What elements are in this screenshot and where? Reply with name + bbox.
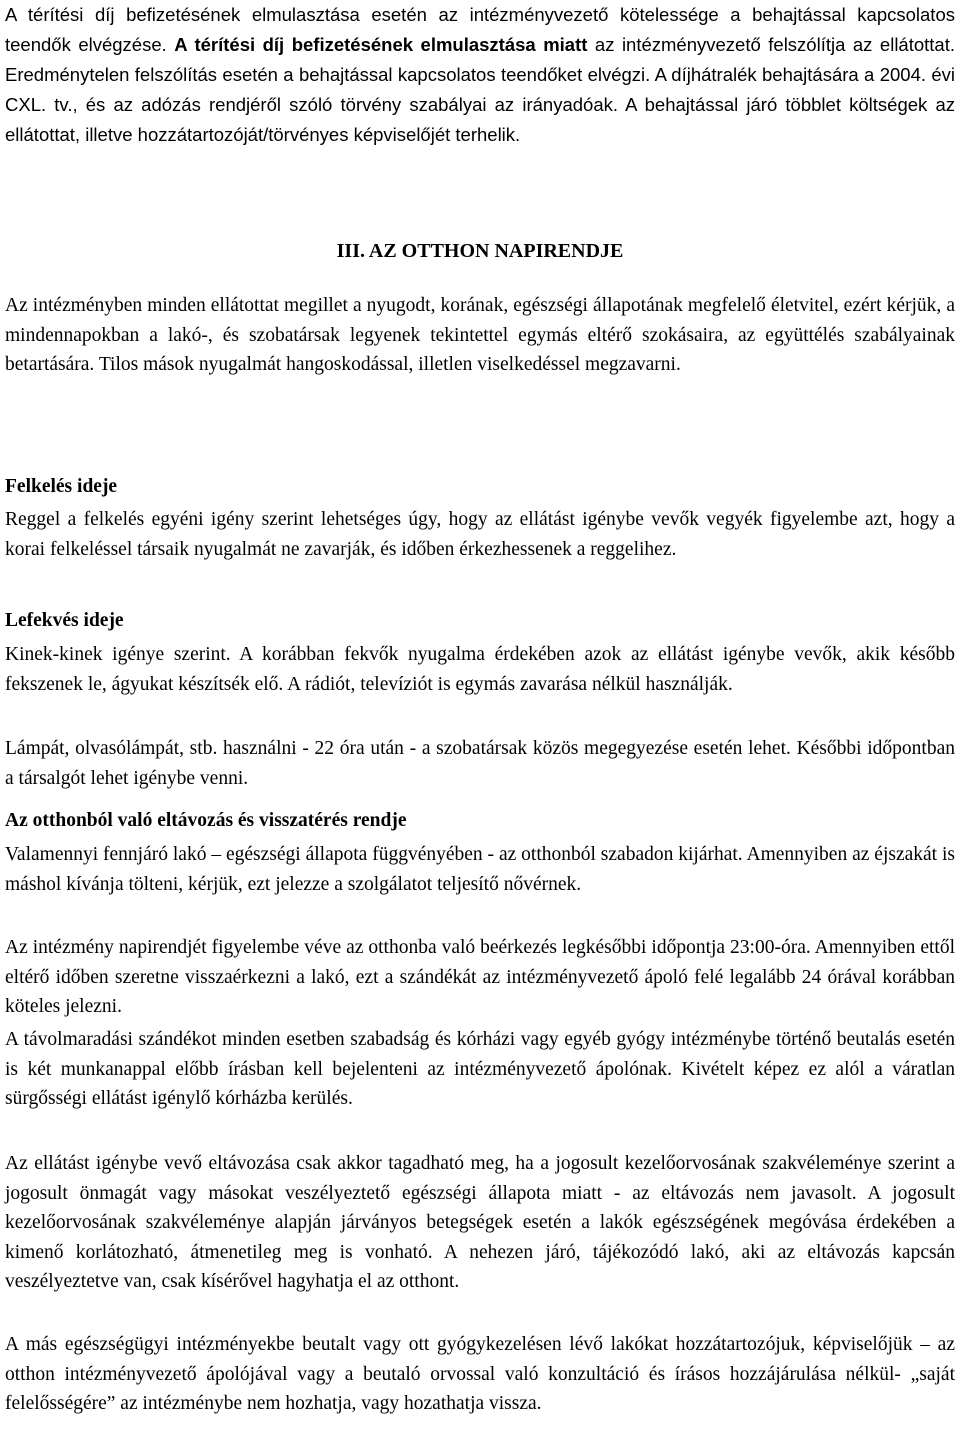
eltavozas-paragraph-5: A más egészségügyi intézményekbe beutalt vagy ott gyógykezelésen lévő lakókat hozzátartozójuk, képviselőjük – az otthon intézményvezető ápolójával vagy a beutaló orvossal való konzultáció és írásos hozzájárulása nélkül- „saját felelősségére” az intézménybe nem hozhatja, vagy hozathatja vissza. [5, 1334, 955, 1415]
intro-sentence-rest: az intézményvezető felszólítja az ellátottat. Eredménytelen felszólítás esetén a behajtással kapcsolatos teendőket elvégzi. A díjhátralék behajtására a 2004. évi CXL. tv., és az adózás rendjéről szóló törvény szabályai az irányadóak. A behajtással járó többlet költségek az ellátottat, illetve hozzátartozóját/törvényes képviselőjét terhelik. [5, 34, 955, 145]
intro-paragraph [5, 0, 955, 150]
lefekves-paragraph-1: Kinek-kinek igénye szerint. A korábban fekvők nyugalma érdekében azok az ellátást igénybe vevők, akik később fekszenek le, ágyukat készítsék elő. A rádiót, televíziót is egymás zavarása nélkül használják. [5, 644, 955, 695]
lefekves-paragraph-2: Lámpát, olvasólámpát, stb. használni - 22 óra után - a szobatársak közös megegyezése esetén lehet. Későbbi időpontban a társalgót lehet igénybe venni. [5, 738, 955, 789]
eltavozas-paragraph-4: Az ellátást igénybe vevő eltávozása csak akkor tagadható meg, ha a jogosult kezelőorvosának szakvéleménye szerint a jogosult önmagát vagy másokat veszélyeztető egészségi állapota miatt - az eltávozás nem javasolt. A jogosult kezelőorvosának szakvéleménye alapján járványos betegségek esetén a lakók egészségének megóvása érdekében a kimenő korlátozható, átmenetileg meg is vonható. A nehezen járó, tájékozódó lakó, aki az eltávozás kapcsán veszélyeztetve van, csak kísérővel hagyhatja el az otthont. [5, 1153, 955, 1293]
eltavozas-heading: Az otthonból való eltávozás és visszatérés rendje [5, 810, 407, 831]
intro-sentence-1: A térítési díj befizetésének elmulasztása esetén az intézményvezető kötelessége a behajtással kapcsolatos teendők elvégzése. [5, 4, 955, 55]
felkeles-heading: Felkelés ideje [5, 476, 118, 497]
chapter-intro-paragraph: Az intézményben minden ellátottat megillet a nyugodt, korának, egészségi állapotának megfelelő életvitel, ezért kérjük, a mindennapokban a lakó-, és szobatársak legyenek tekintettel egymás eltérő szokásaira, az együttélés szabályainak betartására. Tilos mások nyugalmát hangoskodással, illetlen viselkedéssel megzavarni. [5, 295, 955, 376]
felkeles-paragraph: Reggel a felkelés egyéni igény szerint lehetséges úgy, hogy az ellátást igénybe vevők vegyék figyelembe azt, hogy a korai felkeléssel társaik nyugalmát ne zavarják, és időben érkezhessenek a reggelihez. [5, 509, 955, 560]
chapter-title: III. AZ OTTHON NAPIRENDJE [336, 240, 624, 262]
eltavozas-paragraph-3: A távolmaradási szándékot minden esetben szabadság és kórházi vagy egyéb gyógy intézménybe történő beutalás esetén is két munkanappal előbb írásban kell bejelenteni az intézményvezető ápolónak. Kivételt képez ez alól a váratlan sürgősségi ellátást igénylő kórházba kerülés. [5, 1029, 955, 1110]
eltavozas-paragraph-2: Az intézmény napirendjét figyelembe véve az otthonba való beérkezés legkésőbbi időpontja 23:00-óra. Amennyiben ettől eltérő időben szeretne visszaérkezni a lakó, ezt a szándékát az intézményvezető ápoló felé legalább 24 órával korábban köteles jelezni. [5, 937, 955, 1018]
lefekves-heading: Lefekvés ideje [5, 610, 124, 631]
intro-bold-phrase: A térítési díj befizetésének elmulasztása miatt [174, 34, 588, 55]
eltavozas-paragraph-1: Valamennyi fennjáró lakó – egészségi állapota függvényében - az otthonból szabadon kijárhat. Amennyiben az éjszakát is máshol kívánja tölteni, kérjük, ezt jelezze a szolgálatot teljesítő nővérnek. [5, 844, 955, 895]
